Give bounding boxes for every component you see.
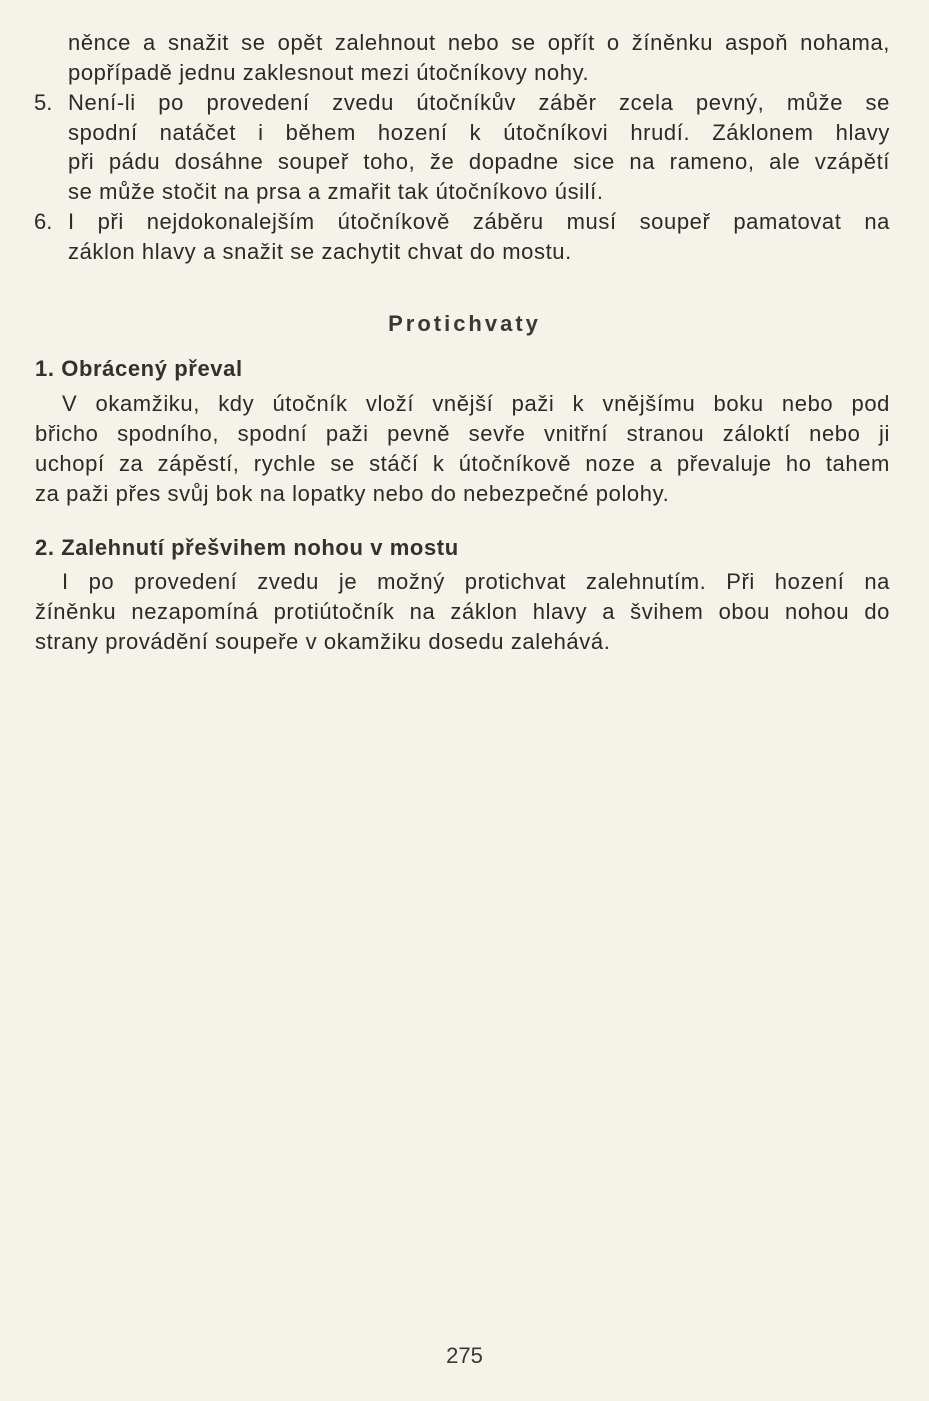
list-item-line: záklon hlavy a snažit se zachytit chvat do mostu. xyxy=(68,239,572,264)
paragraph-line: strany provádění soupeře v okamžiku dosedu zalehává. xyxy=(35,629,611,654)
list-item-line: Není-li po provedení zvedu útočníkův záběr zcela pevný, může se xyxy=(68,90,890,115)
paragraph-line: břicho spodního, spodní paži pevně sevře vnitřní stranou záloktí nebo ji xyxy=(35,421,890,446)
subsection-heading: 2. Zalehnutí přešvihem nohou v mostu xyxy=(35,535,459,560)
list-item-number: 5. xyxy=(34,90,53,115)
list-item-line: spodní natáčet i během hození k útočníkovi hrudí. Záklonem hlavy xyxy=(68,120,890,145)
paragraph-line: V okamžiku, kdy útočník vloží vnější paži k vnějšímu boku nebo pod xyxy=(62,391,890,416)
list-item-line: při pádu dosáhne soupeř toho, že dopadne sice na rameno, ale vzápětí xyxy=(68,149,890,174)
list-continuation-line-2: popřípadě jednu zaklesnout mezi útočníkovy nohy. xyxy=(68,60,590,85)
list-item-line: se může stočit na prsa a zmařit tak útočníkovo úsilí. xyxy=(68,179,604,204)
paragraph-line: žíněnku nezapomíná protiútočník na záklon hlavy a švihem obou nohou do xyxy=(35,599,890,624)
paragraph-line: uchopí za zápěstí, rychle se stáčí k útočníkově noze a převaluje ho tahem xyxy=(35,451,890,476)
section-title: Protichvaty xyxy=(388,311,541,336)
paragraph-line: I po provedení zvedu je možný protichvat zalehnutím. Při hození na xyxy=(62,569,890,594)
list-item-line: I při nejdokonalejším útočníkově záběru musí soupeř pamatovat na xyxy=(68,209,890,234)
page-number: 275 xyxy=(446,1343,483,1368)
subsection-heading: 1. Obrácený převal xyxy=(35,356,243,381)
paragraph-line: za paži přes svůj bok na lopatky nebo do nebezpečné polohy. xyxy=(35,481,670,506)
list-continuation-line-1: něnce a snažit se opět zalehnout nebo se opřít o žíněnku aspoň nohama, xyxy=(68,30,890,55)
list-item-number: 6. xyxy=(34,209,53,234)
